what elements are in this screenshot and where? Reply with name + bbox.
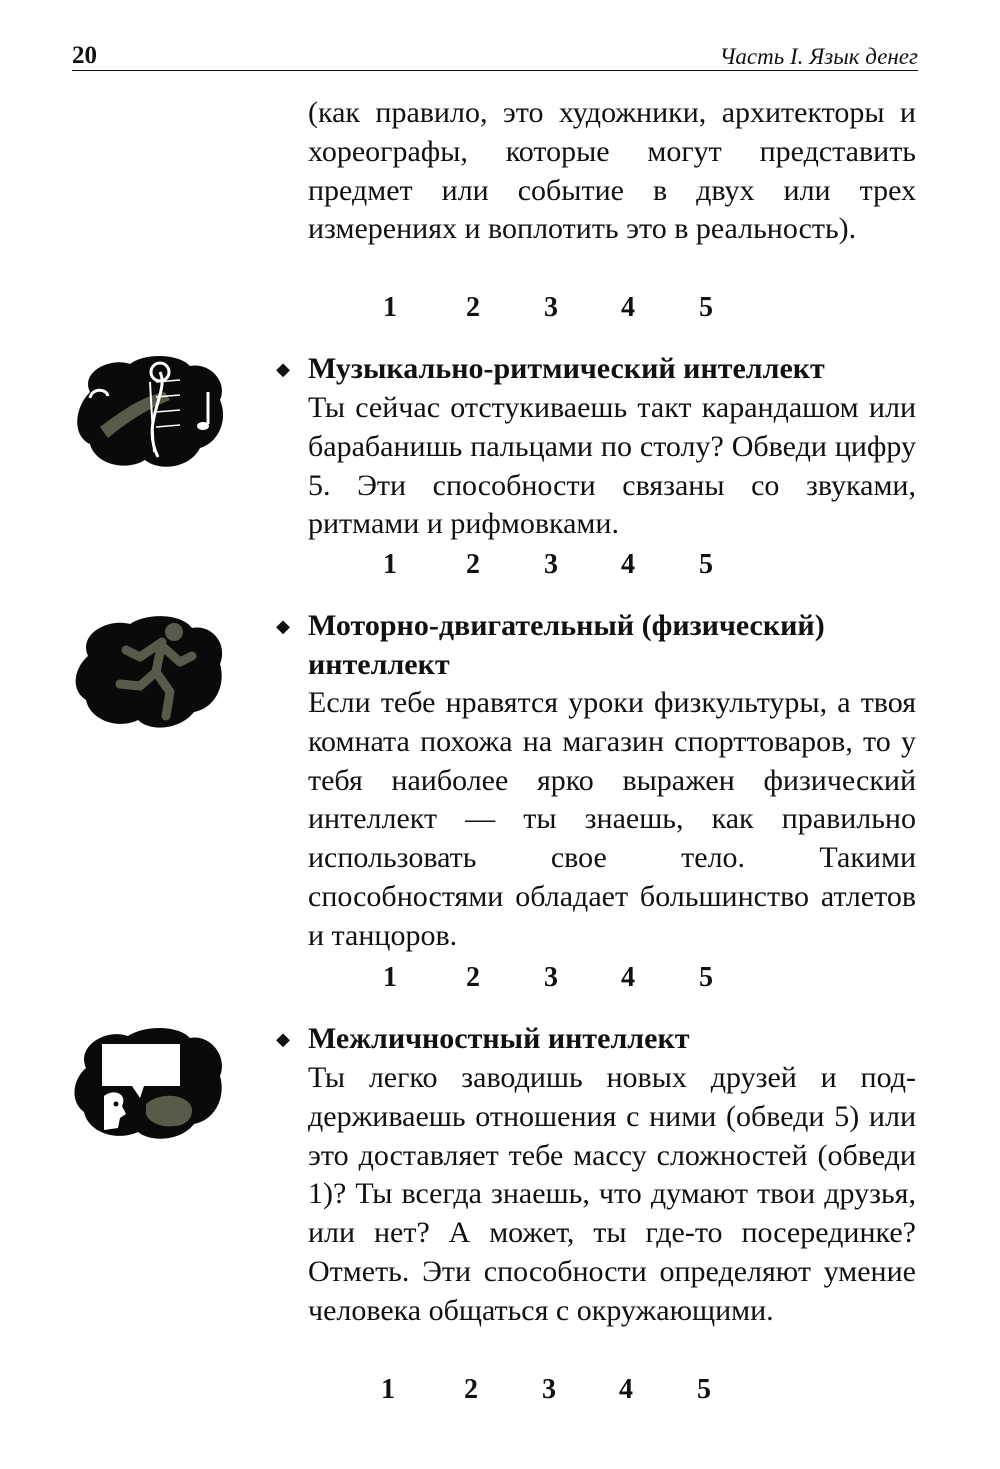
paragraph-text: Ты сейчас отстукиваешь такт карандашом или барабанишь пальцами по столу? Обведи цифру 5. Эти способности связаны со звуками, ритмами и рифмовками.: [308, 391, 916, 541]
page-header: [72, 40, 918, 71]
rating-option[interactable]: 3: [544, 292, 558, 323]
section-paragraph: [308, 1059, 916, 1331]
rating-option[interactable]: 2: [464, 1374, 478, 1405]
rating-option[interactable]: 3: [544, 962, 558, 993]
rating-option[interactable]: 4: [621, 292, 635, 323]
section-heading: Музыкально-ритмический интеллект: [308, 352, 825, 385]
section-paragraph: [308, 389, 916, 544]
rating-option[interactable]: 5: [699, 962, 713, 993]
bullet-marker: ◆: [276, 616, 290, 636]
rating-option[interactable]: 4: [621, 962, 635, 993]
running-title: Часть I. Язык денег: [719, 44, 918, 69]
rating-option[interactable]: 2: [466, 549, 480, 580]
paragraph-text: Ты легко заводишь новых друзей и поддерживаешь отношения с ними (обведи 5) или это доставляет тебе массу сложностей (обведи 1)? Ты всегда знаешь, что думают твои друзья, или нет? А может, ты где-то посерединке? Отметь. Эти способности определяют умение человека общаться с окружающими.: [308, 1061, 916, 1327]
section-heading: Моторно-двигательный (физический) интеллект: [308, 609, 825, 681]
section-paragraph: [308, 684, 916, 956]
rating-option[interactable]: 4: [621, 549, 635, 580]
bullet-marker: ◆: [276, 1029, 290, 1049]
rating-option[interactable]: 3: [542, 1374, 556, 1405]
paragraph-text: Если тебе нравятся уроки физкультуры, а твоя комната похожа на магазин спорттоваров, то у тебя наиболее ярко выражен физический интеллект — ты знаешь, как правильно использовать свое тело. Такими способностями обладает большинство атлетов и танцоров.: [308, 686, 916, 952]
rating-option[interactable]: 5: [697, 1374, 711, 1405]
rating-scale: [370, 1374, 730, 1414]
rating-option[interactable]: 2: [466, 962, 480, 993]
rating-option[interactable]: 2: [466, 292, 480, 323]
bullet-marker: ◆: [276, 359, 290, 379]
rating-scale: [370, 549, 730, 589]
rating-option[interactable]: 1: [383, 549, 397, 580]
music-brain-icon: [70, 352, 228, 472]
rating-option[interactable]: 5: [699, 549, 713, 580]
rating-option[interactable]: 4: [619, 1374, 633, 1405]
rating-option[interactable]: 3: [544, 549, 558, 580]
rating-option[interactable]: 1: [383, 962, 397, 993]
rating-scale: [370, 962, 730, 1002]
rating-option[interactable]: 1: [381, 1374, 395, 1405]
rating-option[interactable]: 1: [383, 292, 397, 323]
continuation-paragraph: [308, 94, 916, 249]
speech-brain-icon: [70, 1022, 228, 1142]
rating-option[interactable]: 5: [699, 292, 713, 323]
page-number: 20: [72, 42, 97, 69]
paragraph-text: (как правило, это художники, архитекторы и хореографы, которые могут представить предмет или событие в двух или трех измерениях и воплотить это в реальность).: [308, 96, 916, 246]
section-heading: Межличностный интеллект: [308, 1022, 690, 1055]
rating-scale: [370, 292, 730, 332]
runner-brain-icon: [70, 612, 228, 732]
